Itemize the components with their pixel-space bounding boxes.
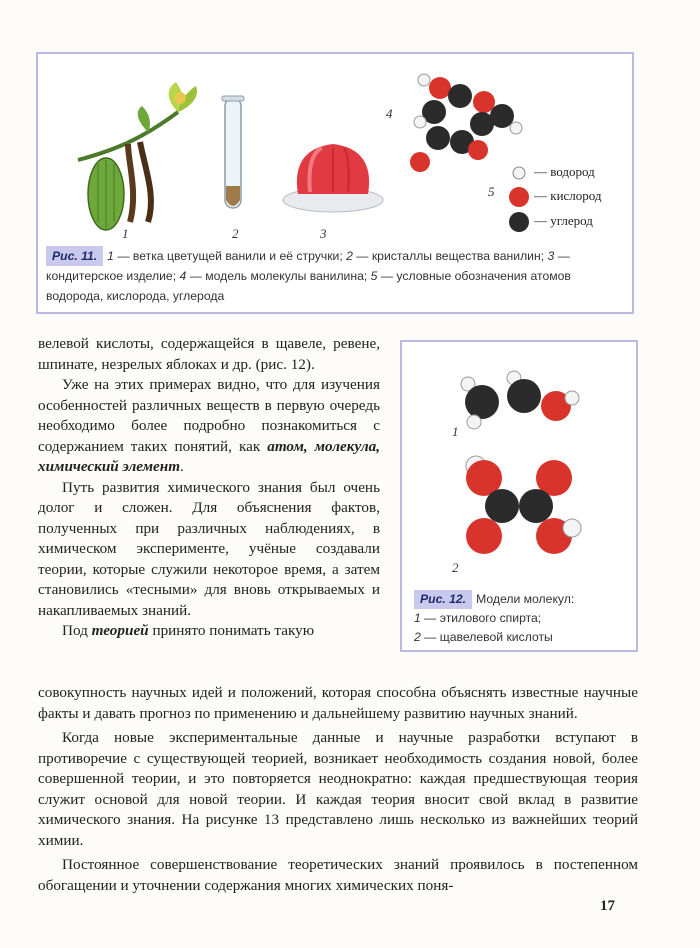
figure-12-caption: Рис. 12. Модели молекул: 1 — этилового спирта; 2 — щавелевой кислоты [414,592,575,644]
figure-number-4: 4 [386,106,393,121]
vanillin-molecule-model [398,66,538,176]
figure-number-2: 2 [232,226,239,241]
paragraph-4-rest: совокупность научных идей и положений, которая способна объяснять известные научные факты и давать прогноз по применению и дальнейшему развитию научных знаний. [38,684,638,722]
figure-12-label: Рис. 12. [414,590,472,609]
figure-12-number-2: 2 [452,560,459,575]
figure-number-3: 3 [320,226,327,241]
legend-carbon: — углерод [534,213,593,228]
legend-hydrogen: — водород [534,164,595,179]
page-number: 17 [600,898,615,914]
figure-11 [36,52,634,314]
figure-12 [400,340,638,652]
paragraph-6: Постоянное совершенствование теоретических знаний проявилось в постепенном обогащении и уточнении содержания многих химических поня- [38,856,638,894]
jelly-dessert-illustration [278,134,388,214]
legend-oxygen: — кислород [534,188,602,203]
figure-number-1: 1 [122,226,129,241]
figure-11-caption: Рис. 11. 1 — ветка цветущей ванили и её стручки; 2 — кристаллы вещества ванилин; 3 — кондитерское изделие; 4 — модель молекулы ванилина; 5 — условные обозначения атомов водорода, кислорода, углерода [46,246,624,306]
figure-number-5: 5 [488,184,495,199]
text-column-narrow [38,334,380,642]
paragraph-1: велевой кислоты, содержащейся в щавеле, ревене, шпинате, незрелых яблоках и др. (рис. 12). [38,335,380,373]
paragraph-3: Путь развития химического знания был очень долог и сложен. Для объяснения фактов, полученных при различных наблюдениях, в химическом эксперименте, учёные создавали теории, которые служили некоторое время, а затем становились «тесными» для вновь открываемых и накапливаемых знаний. [38,478,380,619]
text-column-full [38,683,638,896]
paragraph-2: Уже на этих примерах видно, что для изучения особенностей различных веществ в первую очередь необходимо более подробно познакомиться с содержанием таких понятий, как атом, молекула, химический элемент. [38,376,380,475]
ethanol-molecule-model [452,366,582,436]
paragraph-5: Когда новые экспериментальные данные и научные разработки вступают в противоречие с существующей теорией, возникает необходимость создания новой, более совершенной теории, и это повторяется неоднократно: каждая предшествующая теория служит основой для новой теории. И каждая теория вносит свой вклад в развитие химического знания. На рисунке 13 представлено лишь несколько из важнейших теорий химии. [38,729,638,849]
paragraph-4-start: Под теорией принято понимать такую [62,622,315,639]
vanilla-branch-illustration [68,72,198,232]
test-tube-illustration [218,94,248,220]
atom-legend-icons [508,162,530,234]
figure-12-number-1: 1 [452,424,459,439]
figure-11-label: Рис. 11. [46,246,103,266]
oxalic-acid-molecule-model [448,450,598,560]
term-theory: теорией [91,622,149,639]
